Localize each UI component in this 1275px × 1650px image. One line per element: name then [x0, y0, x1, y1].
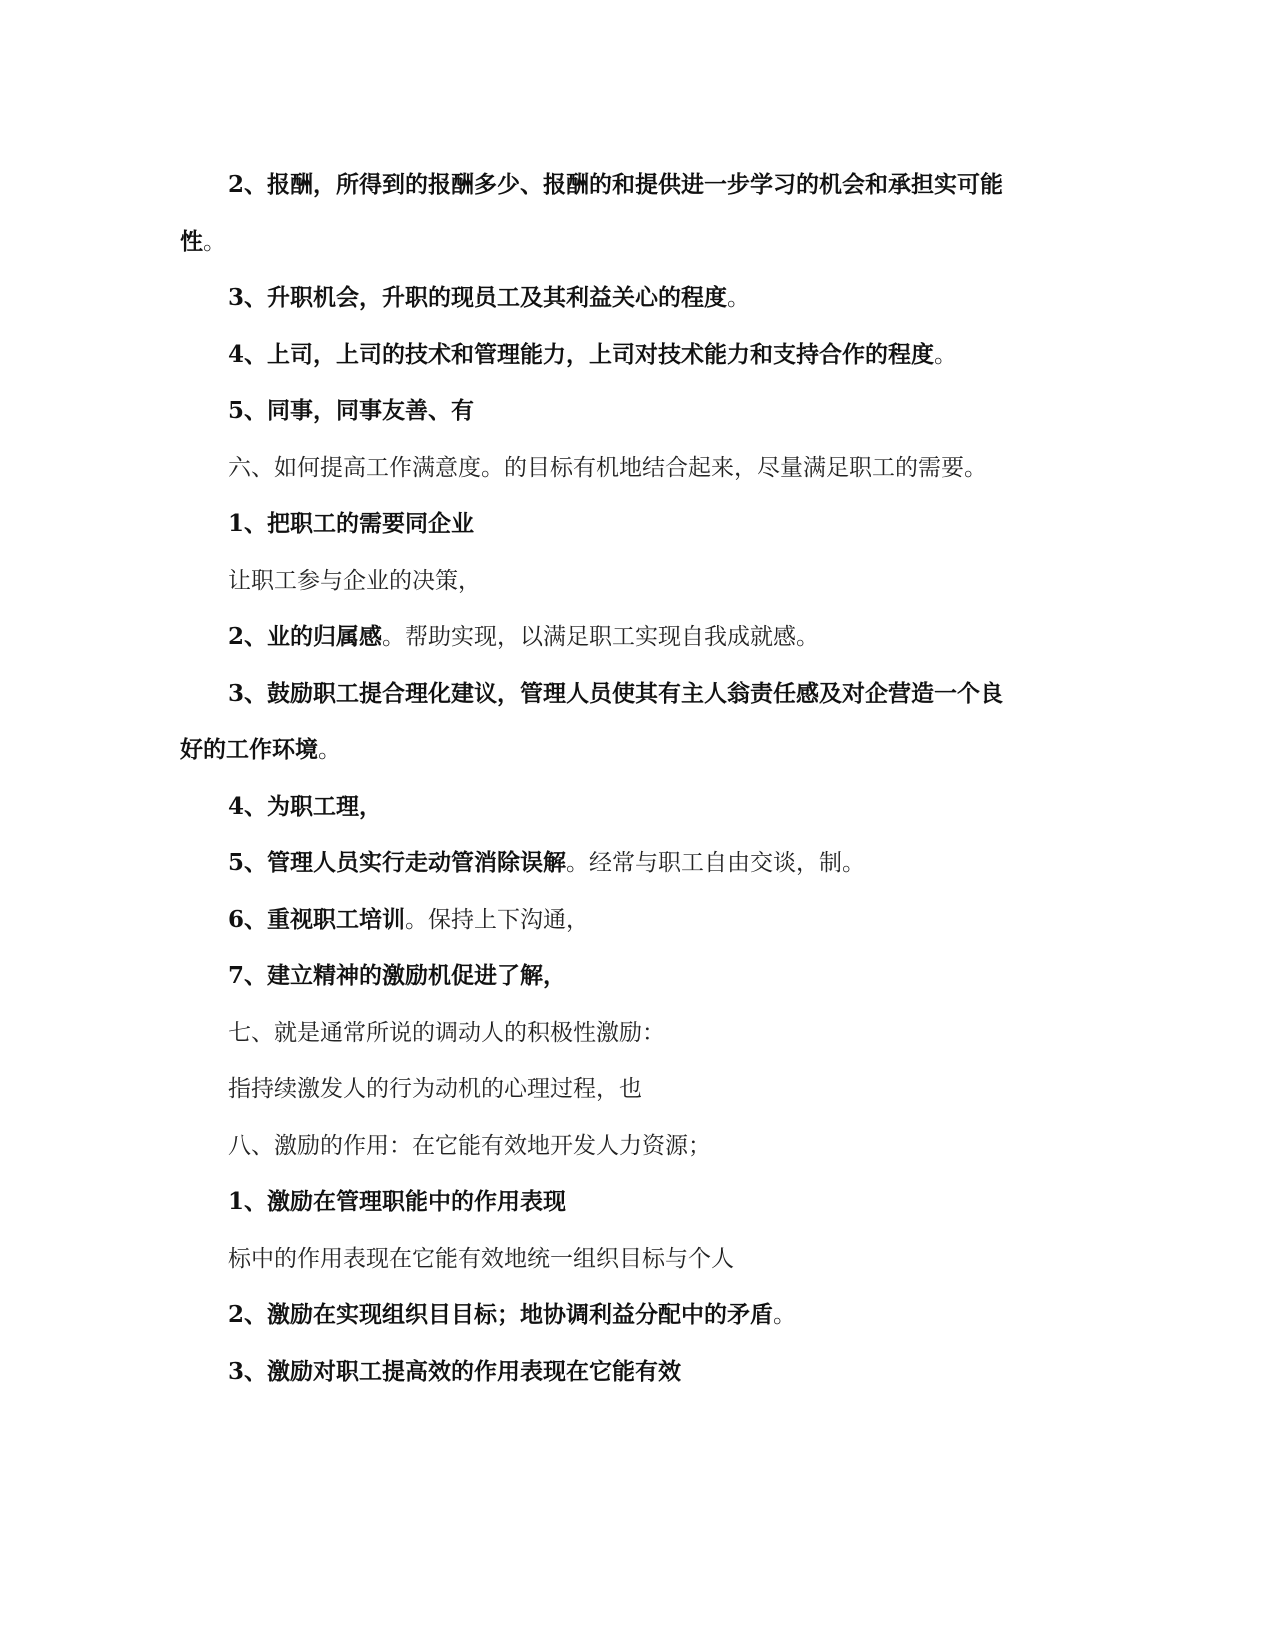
- regular-text: 让职工参与企业的决策，: [228, 568, 481, 594]
- bold-text: 7、建立精神的激励机促进了解，: [228, 962, 567, 989]
- text-line: [228, 1300, 1275, 1330]
- bold-text: 4、上司，上司的技术和管理能力，上司对技术能力和支持合作的程度: [228, 341, 935, 368]
- bold-text: 1、激励在管理职能中的作用表现: [228, 1188, 567, 1215]
- regular-text: 。保持上下沟通，: [405, 907, 590, 933]
- text-line: [228, 1187, 1275, 1217]
- text-line: [228, 1357, 1275, 1387]
- bold-text: 5、管理人员实行走动管消除误解: [228, 849, 567, 876]
- bold-text: 2、业的归属感: [228, 623, 383, 650]
- text-line: [228, 1131, 1275, 1161]
- bold-text: 3、激励对职工提高效的作用表现在它能有效: [228, 1358, 682, 1385]
- bold-text: 性: [180, 228, 203, 255]
- regular-text: 。: [203, 229, 226, 255]
- text-line: [228, 1074, 1275, 1104]
- text-line: [228, 283, 1275, 313]
- text-line: [228, 453, 1275, 483]
- text-line: [228, 396, 1275, 426]
- text-line: [228, 1018, 1275, 1048]
- text-line: [228, 679, 1275, 709]
- text-line: [180, 227, 1275, 257]
- text-line: [228, 1244, 1275, 1274]
- bold-text: 4、为职工理，: [228, 793, 383, 820]
- bold-text: 2、激励在实现组织目目标；地协调利益分配中的矛盾: [228, 1301, 774, 1328]
- bold-text: 6、重视职工培训: [228, 906, 406, 933]
- text-line: [228, 792, 1275, 822]
- bold-text: 5、同事，同事友善、有: [228, 397, 475, 424]
- regular-text: 。: [934, 342, 958, 368]
- regular-text: 。: [727, 285, 751, 311]
- regular-text: 标中的作用表现在它能有效地统一组织目标与个人: [228, 1246, 734, 1272]
- bold-text: 2、报酬，所得到的报酬多少、报酬的和提供进一步学习的机会和承担实可能: [228, 171, 1004, 198]
- text-line: [228, 961, 1275, 991]
- text-line: [180, 735, 1275, 765]
- bold-text: 好的工作环境: [180, 736, 318, 763]
- regular-text: 七、就是通常所说的调动人的积极性激励：: [228, 1020, 665, 1046]
- bold-text: 3、升职机会，升职的现员工及其利益关心的程度: [228, 284, 728, 311]
- text-line: [228, 622, 1275, 652]
- text-line: [228, 170, 1275, 200]
- text-line: [228, 509, 1275, 539]
- regular-text: 指持续激发人的行为动机的心理过程，也: [228, 1076, 642, 1102]
- text-line: [228, 905, 1275, 935]
- text-line: [228, 848, 1275, 878]
- bold-text: 3、鼓励职工提合理化建议，管理人员使其有主人翁责任感及对企营造一个良: [228, 680, 1004, 707]
- bold-text: 1、把职工的需要同企业: [228, 510, 475, 537]
- regular-text: 八、激励的作用：在它能有效地开发人力资源；: [228, 1133, 711, 1159]
- regular-text: 。: [773, 1302, 797, 1328]
- regular-text: 。帮助实现，以满足职工实现自我成就感。: [382, 624, 820, 650]
- regular-text: 。经常与职工自由交谈，制。: [566, 850, 866, 876]
- regular-text: 六、如何提高工作满意度。的目标有机地结合起来，尽量满足职工的需要。: [228, 455, 987, 481]
- regular-text: 。: [318, 737, 341, 763]
- text-line: [228, 340, 1275, 370]
- text-line: [228, 566, 1275, 596]
